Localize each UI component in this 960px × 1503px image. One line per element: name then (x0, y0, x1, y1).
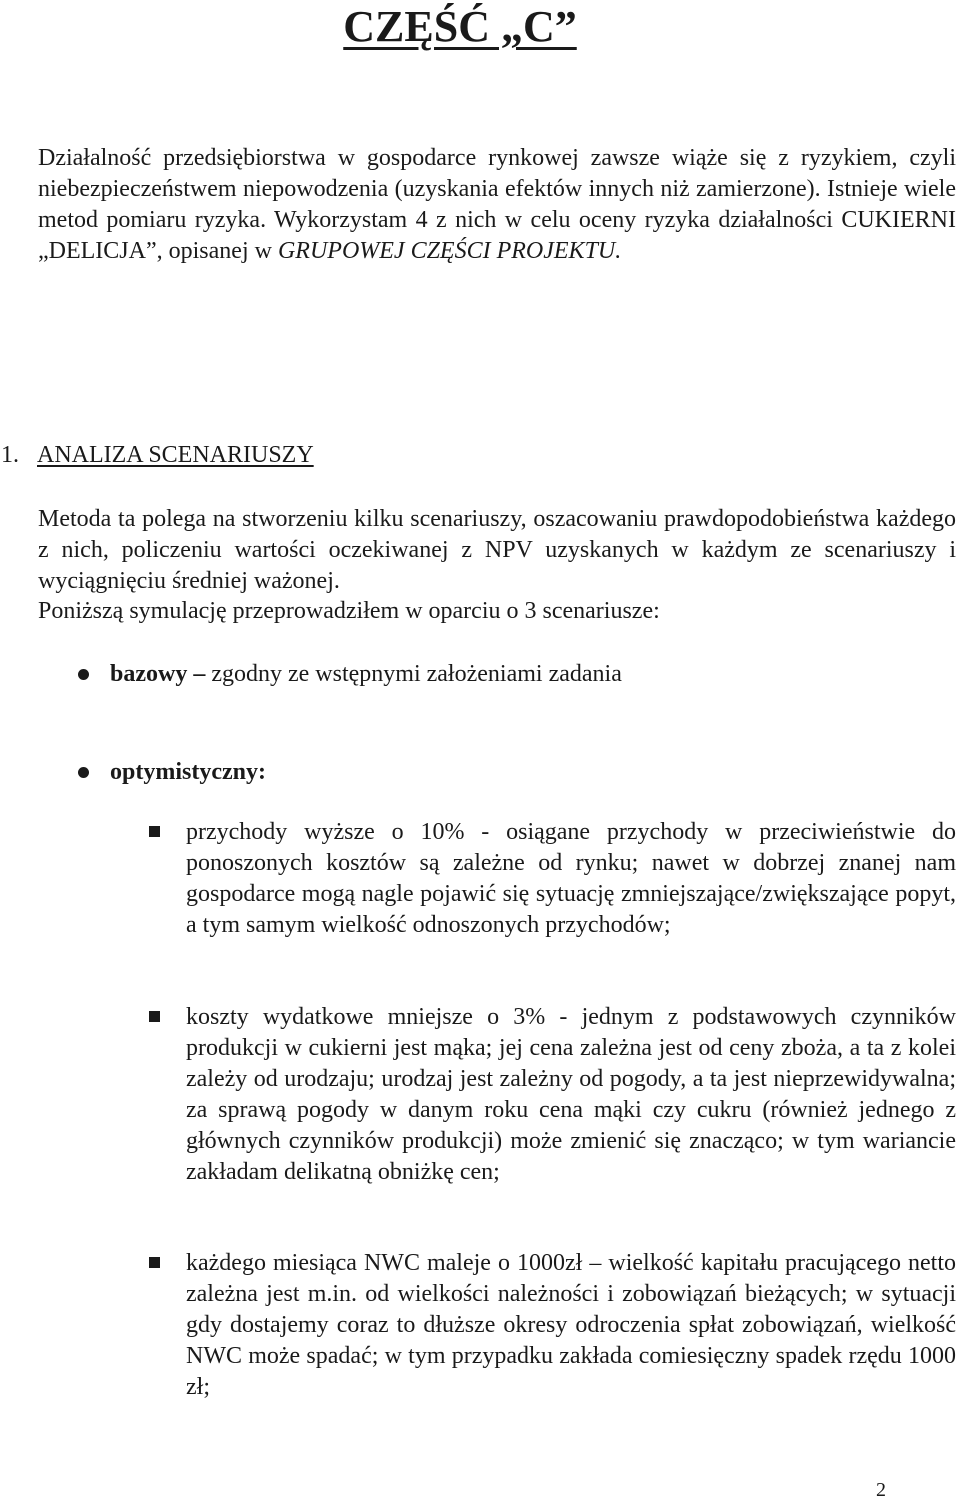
bullet-dot-icon (78, 669, 89, 680)
bullet-separator: – (187, 661, 212, 687)
square-bullet-icon (149, 826, 160, 837)
subitem-przychody: przychody wyższe o 10% - osiągane przychody w przeciwieństwie do ponoszonych kosztów są zależne od rynku; nawet w dobrzej znanej nam gospodarce mogą nagle pojawić się sytuację zmniejszające/zwiększające popyt, a tym samym wielkość odnoszonych przychodów; (186, 819, 956, 938)
subitem-nwc: każdego miesiąca NWC maleje o 1000zł – wielkość kapitału pracującego netto zależna jest m.in. od wielkości należności i zobowiązań bieżących; w sytuacji gdy dostajemy coraz to dłuższe okresy odroczenia spłat zobowiązań, wielkość NWC może spadać; w tym przypadku zakłada comiesięczny spadek rzędu 1000 zł; (186, 1250, 956, 1400)
section-number: 1. (1, 442, 19, 468)
bullet-label: bazowy (110, 661, 188, 687)
intro-paragraph (38, 143, 956, 267)
intro-text: Działalność przedsiębiorstwa w gospodarce rynkowej zawsze wiąże się z ryzykiem, czyli niebezpieczeństwem niepowodzenia (uzyskania efektów innych niż zamierzone). Istnieje wiele metod pomiaru ryzyka. Wykorzystam 4 z nich w celu oceny ryzyka działalności CUKIERNI „DELICJA”, opisanej w (38, 145, 956, 264)
page-number: 2 (876, 1479, 886, 1501)
intro-italic-reference: GRUPOWEJ CZĘŚCI PROJEKTU. (277, 238, 622, 264)
bullet-dot-icon (78, 767, 89, 778)
bullet-text: zgodny ze wstępnymi założeniami zadania (211, 661, 622, 687)
section-title: ANALIZA SCENARIUSZY (37, 442, 314, 468)
square-bullet-icon (149, 1257, 160, 1268)
page-title: CZĘŚĆ „C” (343, 2, 577, 51)
subitem-koszty: koszty wydatkowe mniejsze o 3% - jednym z podstawowych czynników produkcji w cukierni jest mąka; jej cena zależna jest od ceny zboża, a ta z kolei zależy od urodzaju; urodzaj jest zależny od pogody, a ta jest nieprzewidywalna; za sprawą pogody w danym roku cena mąki czy cukru (również jednego z głównych czynników produkcji) może zmienić się znacząco; w tym wariancie zakładam delikatną obniżkę cen; (186, 1004, 956, 1185)
method-paragraph: Metoda ta polega na stworzeniu kilku scenariuszy, oszacowaniu prawdopodobieństwa każdego z nich, policzeniu wartości oczekiwanej z NPV uzyskanych w każdym ze scenariuszy i wyciągnięciu średniej ważonej. (38, 506, 956, 594)
bullet-label: optymistyczny: (110, 759, 266, 785)
square-bullet-icon (149, 1011, 160, 1022)
bullet-content (110, 659, 622, 690)
simulation-paragraph: Poniższą symulację przeprowadziłem w oparciu o 3 scenariusze: (38, 598, 660, 624)
